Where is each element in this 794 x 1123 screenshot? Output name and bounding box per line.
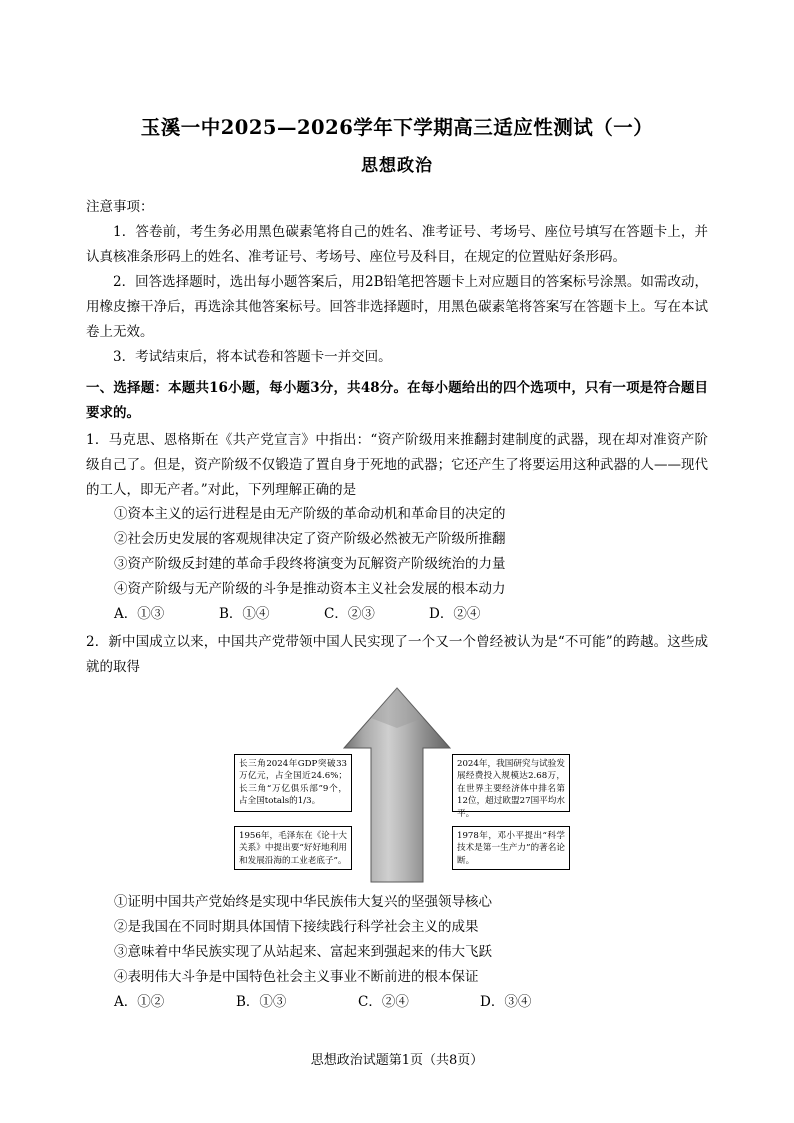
notice-item-3: 3．考试结束后，将本试卷和答题卡一并交回。 [113,348,392,365]
question-1-choice-c: C．②③ [324,606,375,623]
question-1-option-4: ④资产阶级与无产阶级的斗争是推动资本主义社会发展的根本动力 [114,581,506,598]
question-2-choice-b: B．①③ [236,993,287,1010]
question-2-option-2: ②是我国在不同时期具体国情下接续践行科学社会主义的成果 [114,918,479,935]
question-1-option-2: ②社会历史发展的客观规律决定了资产阶级必然被无产阶级所推翻 [114,531,506,548]
notice-item-1: 1．答卷前，考生务必用黑色碳素笔将自己的姓名、准考证号、考场号、座位号填写在答题卡上，并认真核准条形码上的姓名、准考证号、考场号、座位号及科目，在规定的位置贴好条形码。 [86,223,708,265]
question-1-option-1: ①资本主义的运行进程是由无产阶级的革命动机和革命目的决定的 [114,506,506,523]
question-2-text: 新中国成立以来，中国共产党带领中国人民实现了一个又一个曾经被认为是“不可能”的跨越。这些成就的取得 [86,633,708,675]
question-2-stem [86,630,708,680]
figure-callout-3: 1956年，毛泽东在《论十大关系》中提出要“好好地利用和发展沿海的工业老底子”。 [234,826,352,870]
figure-callout-4: 1978年，邓小平提出“科学技术是第一生产力”的著名论断。 [452,826,570,870]
question-1-number: 1． [86,431,109,448]
notice-item-2: 2．回答选择题时，选出每小题答案后，用2B铅笔把答题卡上对应题目的答案标号涂黑。如需改动，用橡皮擦干净后，再选涂其他答案标号。回答非选择题时，用黑色碳素笔将答案写在答题卡上。写在本试卷上无效。 [86,273,708,340]
question-1-choice-a: A．①③ [114,606,165,623]
question-2-choice-d: D．③④ [480,993,532,1010]
subject-title: 思想政治 [361,156,433,177]
section-heading-choice: 一、选择题：本题共16小题，每小题3分，共48分。在每小题给出的四个选项中，只有一项是符合题目要求的。 [86,379,708,421]
question-2-choices [86,990,708,1016]
question-1-text: 马克思、恩格斯在《共产党宣言》中指出：“资产阶级用来推翻封建制度的武器，现在却对准资产阶级自己了。但是，资产阶级不仅锻造了置自身于死地的武器；它还产生了将要运用这种武器的人——现代的工人，即无产者。”对此，下列理解正确的是 [86,431,709,498]
figure-callout-1: 长三角2024年GDP突破33万亿元，占全国近24.6%；长三角“万亿俱乐部”9个，占全国totals的1/3。 [234,754,352,812]
question-2-number: 2． [86,633,109,650]
question-2 [86,630,708,1015]
question-1-choice-d: D．②④ [429,606,481,623]
page-footer: 思想政治试题第1页（共8页） [310,1053,484,1068]
arrow-chart [86,686,708,886]
notice-heading: 注意事项： [86,199,154,216]
page-content [86,112,708,1015]
figure-callout-2: 2024年，我国研究与试验发展经费投入规模达2.68万，在世界主要经济体中排名第12位，超过欧盟27国平均水平。 [452,754,570,812]
question-1-choice-b: B．①④ [219,606,270,623]
question-1 [86,428,708,628]
question-2-choice-c: C．②④ [358,993,409,1010]
question-2-option-4: ④表明伟大斗争是中国特色社会主义事业不断前进的根本保证 [114,968,479,985]
question-2-choice-a: A．①② [114,993,165,1010]
question-1-choices [86,602,708,628]
page-title: 玉溪一中2025—2026学年下学期高三适应性测试（一） [140,116,654,139]
question-2-option-1: ①证明中国共产党始终是实现中华民族伟大复兴的坚强领导核心 [114,893,492,910]
question-1-stem [86,428,708,503]
question-1-option-3: ③资产阶级反封建的革命手段终将演变为瓦解资产阶级统治的力量 [114,556,506,573]
question-2-option-3: ③意味着中华民族实现了从站起来、富起来到强起来的伟大飞跃 [114,943,492,960]
